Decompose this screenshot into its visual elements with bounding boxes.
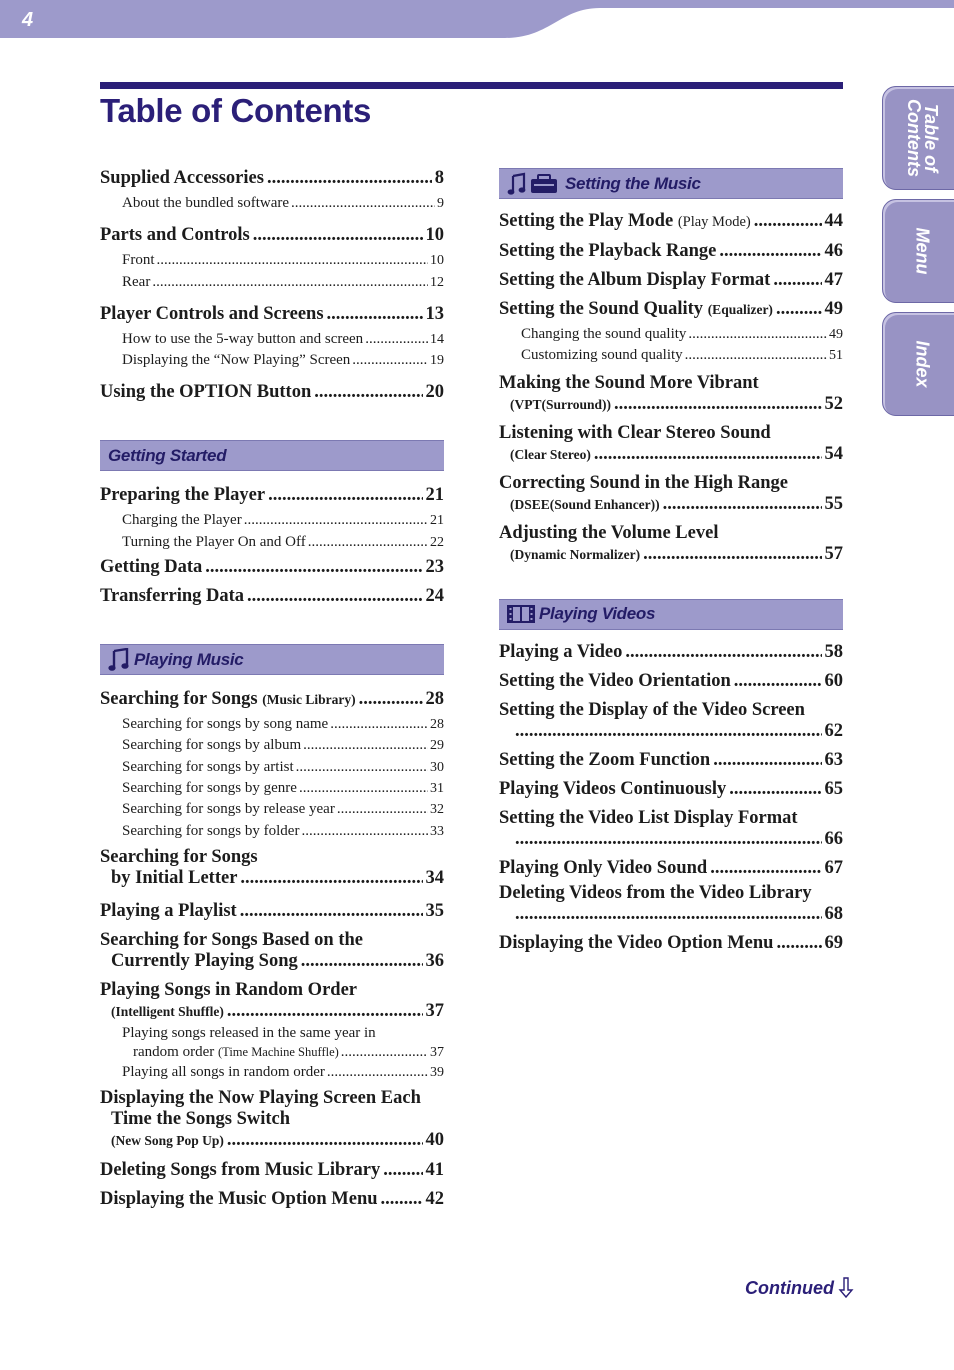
toc-entry[interactable]: Using the OPTION Button ..... 20 — [100, 378, 444, 407]
toc-entry[interactable]: Searching for Songs by Initial Letter ..... 34 — [100, 847, 444, 889]
toc-subentry[interactable]: Searching for songs by artist ..... 30 — [100, 757, 444, 778]
toc-entry[interactable]: Setting the Sound Quality (Equalizer) ..... 49 — [499, 295, 843, 324]
toc-entry[interactable]: Playing Only Video Sound ..... 67 — [499, 854, 843, 883]
toc-left-column — [100, 164, 444, 1214]
toc-entry[interactable]: Playing a Video ..... 58 — [499, 638, 843, 667]
tab-index[interactable] — [882, 312, 954, 416]
toc-entry[interactable]: Preparing the Player ..... 21 — [100, 481, 444, 510]
toc-entry[interactable]: Searching for Songs Based on the Currently Playing Song ..... 36 — [100, 930, 444, 972]
tab-table-of-contents[interactable] — [882, 86, 954, 190]
toc-subentry[interactable]: Searching for songs by release year ..... 32 — [100, 799, 444, 820]
toc-entry[interactable]: Displaying the Now Playing Screen Each Time the Songs Switch (New Song Pop Up) ..... 40 — [100, 1088, 444, 1151]
toc-entry[interactable]: Setting the Zoom Function ..... 63 — [499, 746, 843, 775]
toc-subentry[interactable]: Playing songs released in the same year in random order (Time Machine Shuffle) ..... 37 — [100, 1024, 444, 1062]
tab-label-toc: Table of Contents — [904, 99, 941, 177]
page-title: Table of Contents — [100, 92, 372, 129]
toc-subentry[interactable]: Charging the Player ..... 21 — [100, 510, 444, 531]
toc-entry[interactable]: Transferring Data ..... 24 — [100, 582, 444, 611]
toc-subentry[interactable]: About the bundled software ..... 9 — [100, 193, 444, 214]
toc-subentry[interactable]: How to use the 5-way button and screen ..... 14 — [100, 329, 444, 350]
toc-subentry[interactable]: Customizing sound quality ..... 51 — [499, 345, 843, 366]
toc-subentry[interactable]: Front ..... 10 — [100, 250, 444, 271]
toc-entry[interactable]: Supplied Accessories ..... 8 — [100, 164, 444, 193]
tab-menu[interactable] — [882, 199, 954, 303]
toc-entry[interactable]: Playing Songs in Random Order (Intelligent Shuffle) ..... 37 — [100, 980, 444, 1022]
toc-entry[interactable]: Deleting Videos from the Video Library ..... 68 — [499, 883, 843, 925]
toc-entry[interactable]: Parts and Controls ..... 10 — [100, 221, 444, 250]
toc-entry[interactable]: Making the Sound More Vibrant (VPT(Surround)) ..... 52 — [499, 373, 843, 415]
music-note-icon — [108, 648, 130, 672]
toc-entry[interactable]: Setting the Video List Display Format ..... 66 — [499, 808, 843, 850]
toc-entry[interactable]: Playing a Playlist ..... 35 — [100, 897, 444, 926]
toc-entry[interactable]: Playing Videos Continuously ..... 65 — [499, 775, 843, 804]
toc-entry[interactable]: Adjusting the Volume Level (Dynamic Normalizer) ..... 57 — [499, 523, 843, 565]
toc-entry[interactable]: Displaying the Music Option Menu ..... 42 — [100, 1185, 444, 1214]
arrow-down-icon — [838, 1277, 854, 1299]
section-header-getting-started: Getting Started — [100, 440, 444, 471]
title-rule — [100, 82, 843, 89]
toc-entry[interactable]: Player Controls and Screens ..... 13 — [100, 300, 444, 329]
top-banner — [0, 0, 954, 40]
section-header-playing-music: Playing Music — [100, 644, 444, 675]
toc-entry[interactable]: Setting the Playback Range ..... 46 — [499, 237, 843, 266]
toc-right-column — [499, 168, 843, 958]
toc-entry[interactable]: Deleting Songs from Music Library ..... 41 — [100, 1156, 444, 1185]
toc-entry[interactable]: Setting the Album Display Format ..... 47 — [499, 266, 843, 295]
toc-entry[interactable]: Setting the Display of the Video Screen ..... 62 — [499, 700, 843, 742]
toc-entry[interactable]: Getting Data ..... 23 — [100, 553, 444, 582]
music-settings-icon — [507, 172, 561, 196]
toc-subentry[interactable]: Changing the sound quality ..... 49 — [499, 324, 843, 345]
toc-subentry[interactable]: Displaying the “Now Playing” Screen ..... 19 — [100, 350, 444, 371]
toc-entry[interactable]: Setting the Play Mode (Play Mode) ..... 44 — [499, 207, 843, 237]
toc-subentry[interactable]: Searching for songs by genre ..... 31 — [100, 778, 444, 799]
section-header-setting-music: Setting the Music — [499, 168, 843, 199]
toc-entry[interactable]: Displaying the Video Option Menu ..... 69 — [499, 929, 843, 958]
tab-label-index: Index — [912, 340, 933, 388]
film-icon — [507, 604, 535, 624]
section-header-playing-videos: Playing Videos — [499, 599, 843, 630]
toc-entry[interactable]: Listening with Clear Stereo Sound (Clear Stereo) ..... 54 — [499, 423, 843, 465]
toc-subentry[interactable]: Rear ..... 12 — [100, 272, 444, 293]
toc-subentry[interactable]: Searching for songs by song name ..... 28 — [100, 714, 444, 735]
toc-subentry[interactable]: Playing all songs in random order ..... 39 — [100, 1062, 444, 1083]
tab-label-menu: Menu — [912, 227, 933, 275]
toc-subentry[interactable]: Searching for songs by folder ..... 33 — [100, 821, 444, 842]
toc-subentry[interactable]: Turning the Player On and Off ..... 22 — [100, 532, 444, 553]
toc-entry[interactable]: Searching for Songs (Music Library) ..... 28 — [100, 685, 444, 714]
toc-entry[interactable]: Setting the Video Orientation ..... 60 — [499, 667, 843, 696]
toc-entry[interactable]: Correcting Sound in the High Range (DSEE(Sound Enhancer)) ..... 55 — [499, 473, 843, 515]
page-number: 4 — [22, 9, 34, 31]
continued-link[interactable]: Continued — [745, 1277, 854, 1299]
toc-subentry[interactable]: Searching for songs by album ..... 29 — [100, 735, 444, 756]
